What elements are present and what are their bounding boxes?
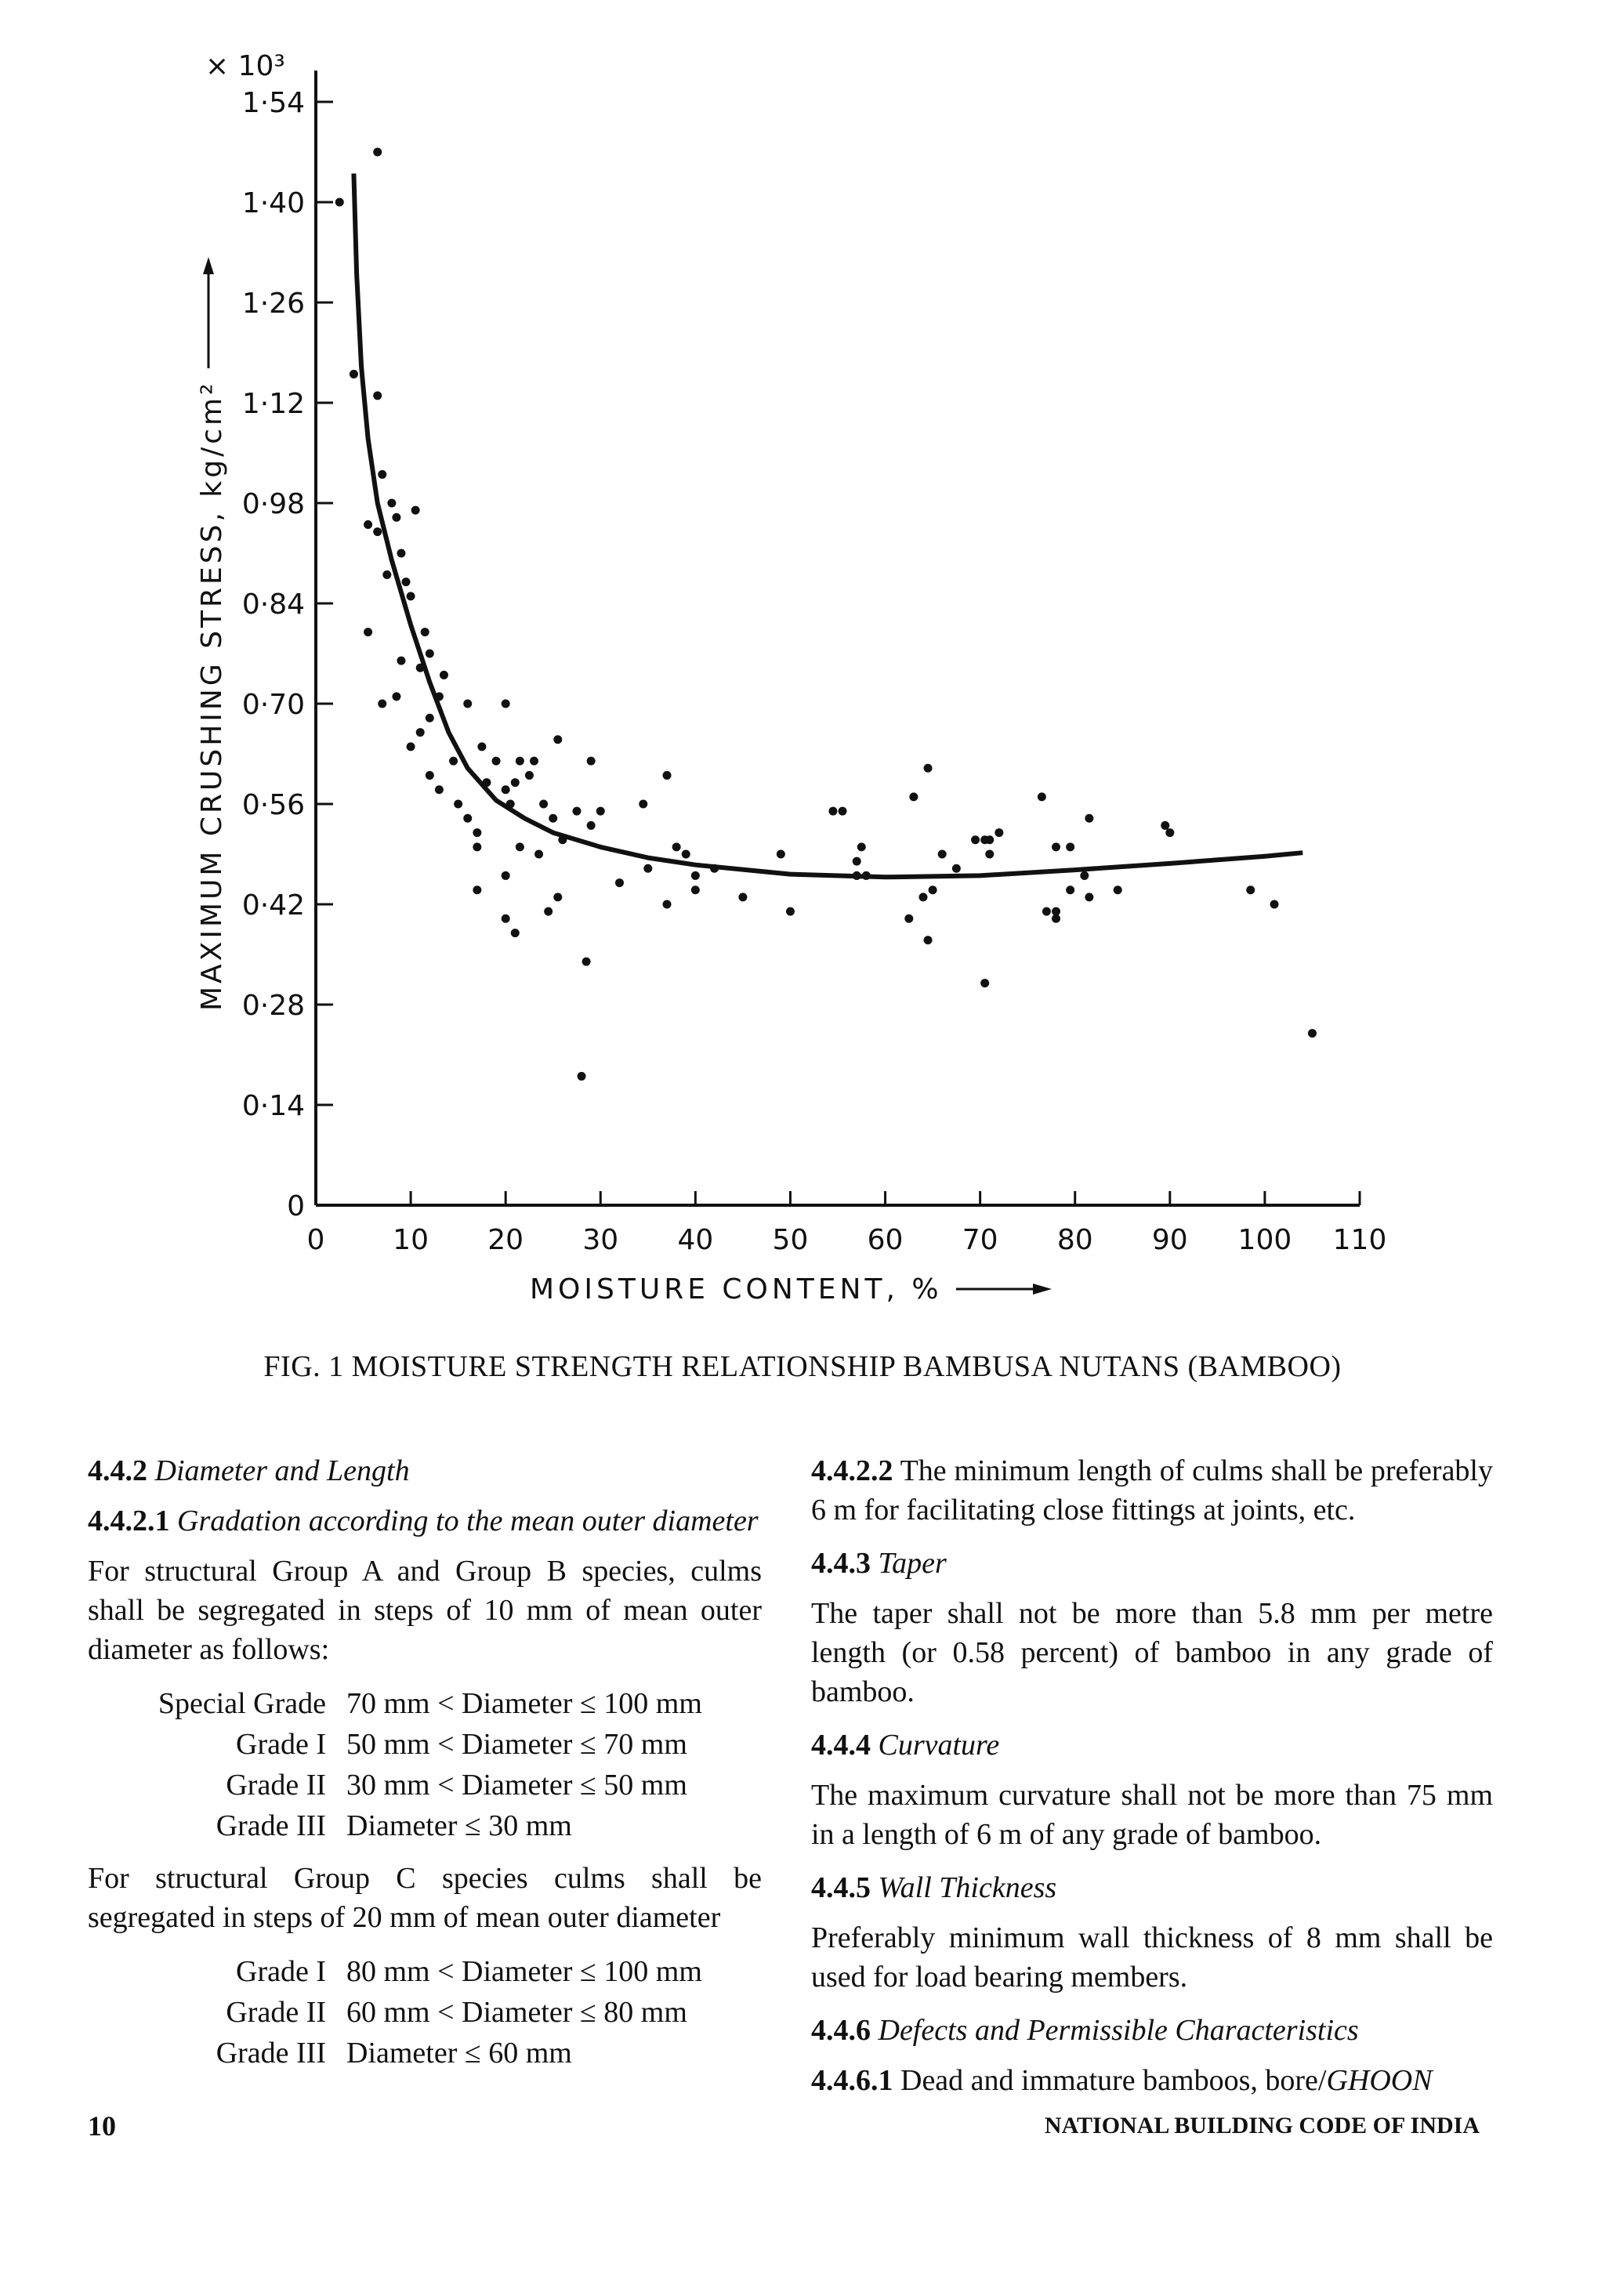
y-axis-title: MAXIMUM CRUSHING STRESS, kg/cm² xyxy=(196,380,228,1011)
data-point xyxy=(421,628,429,636)
heading-4-4-4: 4.4.4 Curvature xyxy=(811,1729,1000,1762)
data-point xyxy=(786,907,795,916)
data-point xyxy=(587,757,596,766)
data-point xyxy=(516,842,524,851)
paragraph-wall-thickness: Preferably minimum wall thickness of 8 mm shall be used for load bearing members. xyxy=(811,1921,1493,1994)
data-point xyxy=(416,728,425,737)
grade-row xyxy=(88,2033,762,2073)
book-title: NATIONAL BUILDING CODE OF INDIA xyxy=(1044,2113,1480,2138)
data-point xyxy=(682,850,690,859)
data-point xyxy=(373,527,382,536)
grade-range: 80 mm < Diameter ≤ 100 mm xyxy=(346,1955,702,1988)
data-point xyxy=(511,929,520,937)
data-point xyxy=(1114,885,1122,894)
data-point xyxy=(373,148,382,157)
data-point xyxy=(980,979,989,987)
data-point xyxy=(1066,842,1074,851)
data-point xyxy=(502,785,510,794)
grade-row xyxy=(88,1683,762,1724)
x-tick-label: 30 xyxy=(582,1224,619,1256)
data-point xyxy=(1080,871,1089,880)
data-point xyxy=(482,778,491,787)
y-tick-label: 1·26 xyxy=(241,288,305,320)
data-point xyxy=(506,800,515,809)
grade-name: Grade III xyxy=(216,1809,326,1842)
data-point xyxy=(1052,914,1060,923)
data-point xyxy=(909,792,918,801)
data-point xyxy=(615,878,624,887)
data-point xyxy=(929,885,937,894)
data-point xyxy=(853,871,861,880)
paragraph-group-ab: For structural Group A and Group B species, culms shall be segregated in steps of 10 mm of mean outer diameter as follows: xyxy=(88,1555,762,1666)
grade-name: Grade III xyxy=(216,2037,326,2070)
x-tick-label: 90 xyxy=(1151,1224,1188,1256)
x-ticks xyxy=(307,1191,1387,1256)
data-point xyxy=(426,714,434,722)
data-point xyxy=(511,778,520,787)
data-point xyxy=(1038,792,1046,801)
data-point xyxy=(516,757,524,766)
data-point xyxy=(435,692,444,701)
grade-range: 70 mm < Diameter ≤ 100 mm xyxy=(346,1687,702,1720)
paragraph-4-4-6-1: 4.4.6.1 Dead and immature bamboos, bore/GHOON xyxy=(811,2064,1433,2097)
data-point xyxy=(350,370,358,378)
data-point xyxy=(918,893,927,901)
data-point xyxy=(853,857,861,866)
paragraph-taper: The taper shall not be more than 5.8 mm per metre length (or 0.58 percent) of bamboo in any grade of bamboo. xyxy=(811,1597,1493,1708)
fit-curve-layer xyxy=(353,173,1302,877)
data-point xyxy=(985,850,994,859)
data-point xyxy=(364,520,372,529)
x-axis-arrow xyxy=(956,1284,1052,1295)
grade-range: Diameter ≤ 30 mm xyxy=(346,1809,572,1842)
heading-4-4-5: 4.4.5 Wall Thickness xyxy=(811,1871,1057,1904)
data-point xyxy=(639,800,647,809)
data-point xyxy=(426,771,434,780)
data-point xyxy=(1085,814,1093,823)
data-point xyxy=(407,742,415,751)
right-column xyxy=(811,1451,1493,2114)
data-point xyxy=(477,742,486,751)
x-axis-title: MOISTURE CONTENT, % xyxy=(530,1273,943,1306)
grade-row xyxy=(88,1951,762,1992)
data-point xyxy=(544,907,553,916)
data-point xyxy=(473,842,481,851)
y-tick-label: 0·28 xyxy=(241,990,305,1022)
data-point xyxy=(1066,885,1074,894)
y-multiplier-label: × 10³ xyxy=(205,50,285,82)
data-point xyxy=(454,800,462,809)
grade-name: Grade I xyxy=(236,1955,326,1988)
x-tick-label: 60 xyxy=(867,1224,904,1256)
data-point xyxy=(411,506,420,515)
data-point xyxy=(643,864,652,873)
y-ticks xyxy=(242,87,333,1222)
data-point xyxy=(534,850,543,859)
data-point xyxy=(416,664,425,672)
heading-4-4-2-1: 4.4.2.1 Gradation according to the mean outer diameter xyxy=(88,1505,759,1537)
figure-caption: FIG. 1 MOISTURE STRENGTH RELATIONSHIP BAMBUSA NUTANS (BAMBOO) xyxy=(263,1350,1342,1383)
data-point xyxy=(463,814,472,823)
data-point xyxy=(582,958,591,966)
data-point xyxy=(710,864,719,873)
x-tick-label: 50 xyxy=(772,1224,809,1256)
data-point xyxy=(663,900,672,909)
y-tick-label: 0·56 xyxy=(241,789,305,821)
data-point xyxy=(938,850,947,859)
data-point xyxy=(1270,900,1279,909)
data-point xyxy=(387,499,396,508)
data-point xyxy=(402,578,411,586)
y-tick-label: 0·70 xyxy=(241,689,305,721)
data-point xyxy=(407,592,415,600)
data-point xyxy=(1052,842,1060,851)
data-point xyxy=(397,657,405,665)
y-tick-label: 0·98 xyxy=(241,488,305,520)
data-point xyxy=(553,735,562,744)
grade-name: Special Grade xyxy=(158,1687,326,1720)
data-point xyxy=(553,893,562,901)
data-point xyxy=(392,513,400,522)
data-point xyxy=(373,391,382,400)
data-point xyxy=(392,692,400,701)
data-point xyxy=(426,650,434,658)
data-point xyxy=(828,807,837,816)
data-point xyxy=(924,936,933,944)
grade-row xyxy=(88,1765,762,1805)
y-tick-label: 0·14 xyxy=(241,1090,305,1122)
data-point xyxy=(335,198,344,207)
page-number: 10 xyxy=(88,2110,116,2142)
data-point xyxy=(502,871,510,880)
data-point xyxy=(573,807,581,816)
data-point xyxy=(473,885,481,894)
grade-name: Grade I xyxy=(236,1728,326,1761)
chart-axes xyxy=(316,71,1360,1205)
x-tick-label: 10 xyxy=(393,1224,429,1256)
data-point xyxy=(449,757,458,766)
heading-4-4-6: 4.4.6 Defects and Permissible Characteristics xyxy=(811,2014,1359,2047)
data-point xyxy=(525,771,534,780)
paragraph-curvature: The maximum curvature shall not be more than 75 mm in a length of 6 m of any grade of bamboo. xyxy=(811,1779,1493,1851)
heading-4-4-3: 4.4.3 Taper xyxy=(811,1547,947,1580)
data-point xyxy=(1246,885,1255,894)
x-tick-label: 20 xyxy=(487,1224,524,1256)
data-point xyxy=(971,835,980,844)
data-point xyxy=(995,828,1003,837)
x-tick-label: 40 xyxy=(677,1224,714,1256)
grade-name: Grade II xyxy=(226,1769,326,1802)
x-tick-label: 0 xyxy=(306,1224,325,1256)
y-tick-label: 0·42 xyxy=(241,889,305,922)
data-point xyxy=(549,814,557,823)
data-point xyxy=(862,871,871,880)
data-point xyxy=(952,864,961,873)
heading-4-4-2: 4.4.2 Diameter and Length xyxy=(88,1454,410,1487)
y-tick-label: 0·84 xyxy=(241,588,305,621)
data-point xyxy=(1085,893,1093,901)
data-point xyxy=(587,821,596,830)
grade-range: 50 mm < Diameter ≤ 70 mm xyxy=(346,1728,687,1761)
grades-table-ab xyxy=(88,1683,762,1846)
y-axis-arrow xyxy=(203,257,214,368)
data-point xyxy=(578,1072,586,1081)
data-point xyxy=(691,885,700,894)
data-point xyxy=(691,871,700,880)
data-point xyxy=(378,700,386,708)
x-tick-label: 70 xyxy=(962,1224,998,1256)
data-point xyxy=(839,807,847,816)
x-tick-label: 110 xyxy=(1332,1224,1387,1256)
data-point xyxy=(777,850,785,859)
data-point xyxy=(502,914,510,923)
grade-row xyxy=(88,1805,762,1846)
y-tick-label: 1·40 xyxy=(241,187,305,219)
data-point xyxy=(440,671,448,679)
data-point xyxy=(397,549,405,558)
data-point xyxy=(492,757,501,766)
data-point xyxy=(1161,821,1169,830)
x-tick-label: 80 xyxy=(1056,1224,1093,1256)
data-point xyxy=(1308,1029,1317,1038)
grade-row xyxy=(88,1724,762,1765)
data-point xyxy=(1042,907,1051,916)
data-point xyxy=(672,842,681,851)
x-tick-label: 100 xyxy=(1237,1224,1292,1256)
data-point xyxy=(463,700,472,708)
data-point xyxy=(596,807,605,816)
data-point xyxy=(539,800,548,809)
data-point xyxy=(985,835,994,844)
left-column xyxy=(88,1451,762,2086)
paragraph-4-4-2-2: 4.4.2.2 The minimum length of culms shall be preferably 6 m for facilitating close fittings at joints, etc. xyxy=(811,1454,1493,1526)
y-tick-label: 0 xyxy=(287,1190,305,1222)
data-point xyxy=(530,757,538,766)
data-points xyxy=(335,148,1317,1081)
data-point xyxy=(738,893,747,901)
data-point xyxy=(1165,828,1174,837)
data-point xyxy=(924,764,933,773)
data-point xyxy=(663,771,672,780)
data-point xyxy=(502,700,510,708)
grade-range: 30 mm < Diameter ≤ 50 mm xyxy=(346,1769,687,1802)
fit-curve xyxy=(353,173,1302,877)
data-point xyxy=(473,828,481,837)
grade-row xyxy=(88,1992,762,2033)
grade-range: 60 mm < Diameter ≤ 80 mm xyxy=(346,1996,687,2029)
y-tick-label: 1·12 xyxy=(241,388,305,420)
data-point xyxy=(382,570,391,579)
y-tick-label: 1·54 xyxy=(241,87,305,119)
grade-name: Grade II xyxy=(226,1996,326,2029)
paragraph-group-c: For structural Group C species culms shall be segregated in steps of 20 mm of mean outer diameter xyxy=(88,1862,762,1934)
data-point xyxy=(558,835,567,844)
data-point xyxy=(435,785,444,794)
data-point xyxy=(857,842,866,851)
data-point xyxy=(378,470,386,479)
grades-table-c xyxy=(88,1951,762,2073)
data-point xyxy=(904,914,913,923)
grade-range: Diameter ≤ 60 mm xyxy=(346,2037,572,2070)
data-point xyxy=(364,628,372,636)
